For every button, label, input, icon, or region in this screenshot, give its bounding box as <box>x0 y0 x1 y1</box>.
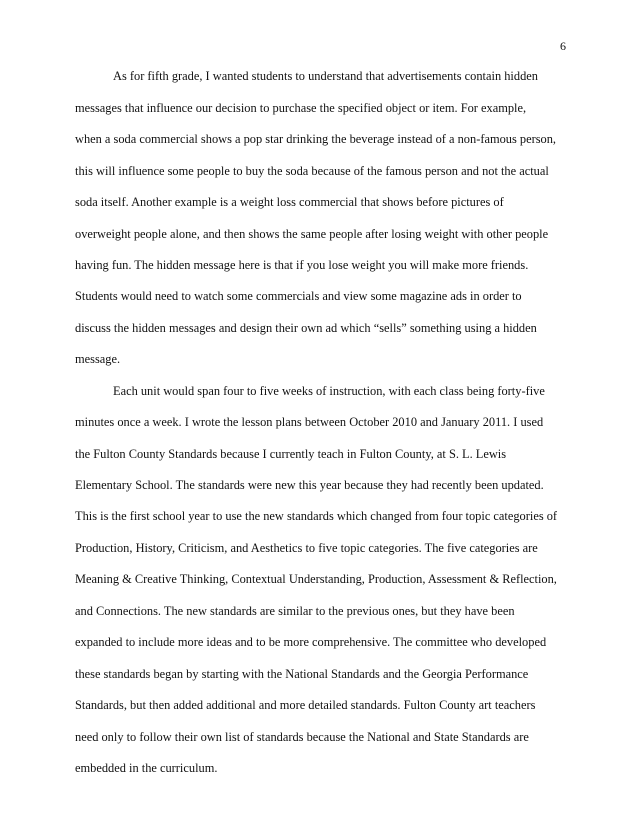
paragraph-2-line-4: Elementary School. The standards were new this year because they had recently been updated. <box>75 478 544 492</box>
paragraph-1-line-3: when a soda commercial shows a pop star drinking the beverage instead of a non-famous person, <box>75 132 557 146</box>
paragraph-1-line-10: message. <box>75 352 121 366</box>
paragraph-2-line-11: Standards, but then added additional and more detailed standards. Fulton County art teachers <box>75 698 536 712</box>
paragraph-1-line-4: this will influence some people to buy the soda because of the famous person and not the actual <box>75 164 549 178</box>
paragraph-2-line-5: This is the first school year to use the new standards which changed from four topic categories of <box>75 509 558 523</box>
paragraph-1-line-2: messages that influence our decision to purchase the specified object or item. For example, <box>75 101 527 115</box>
paragraph-1-line-1: As for fifth grade, I wanted students to understand that advertisements contain hidden <box>113 69 538 83</box>
paragraph-2-line-10: these standards began by starting with the National Standards and the Georgia Performance <box>75 667 529 681</box>
paragraph-2-line-13: embedded in the curriculum. <box>75 761 218 775</box>
page-number: 6 <box>560 39 566 53</box>
paragraph-1-line-7: having fun. The hidden message here is that if you lose weight you will make more friends. <box>75 258 529 272</box>
paragraph-1-line-6: overweight people alone, and then shows the same people after losing weight with other people <box>75 227 549 241</box>
paragraph-1-line-8: Students would need to watch some commercials and view some magazine ads in order to <box>75 289 522 303</box>
paragraph-2-line-12: need only to follow their own list of standards because the National and State Standards are <box>75 730 529 744</box>
paragraph-2-line-8: and Connections. The new standards are similar to the previous ones, but they have been <box>75 604 515 618</box>
paragraph-2-line-9: expanded to include more ideas and to be more comprehensive. The committee who developed <box>75 635 547 649</box>
paragraph-2-line-3: the Fulton County Standards because I currently teach in Fulton County, at S. L. Lewis <box>75 447 507 461</box>
paragraph-2-line-7: Meaning & Creative Thinking, Contextual Understanding, Production, Assessment & Reflection, <box>75 572 557 586</box>
paragraph-1-line-5: soda itself. Another example is a weight loss commercial that shows before pictures of <box>75 195 504 209</box>
paragraph-2-line-2: minutes once a week. I wrote the lesson plans between October 2010 and January 2011. I used <box>75 415 544 429</box>
paragraph-1-line-9: discuss the hidden messages and design their own ad which “sells” something using a hidden <box>75 321 537 335</box>
paragraph-2-line-1: Each unit would span four to five weeks of instruction, with each class being forty-five <box>113 384 545 398</box>
paragraph-2-line-6: Production, History, Criticism, and Aesthetics to five topic categories. The five categories are <box>75 541 538 555</box>
